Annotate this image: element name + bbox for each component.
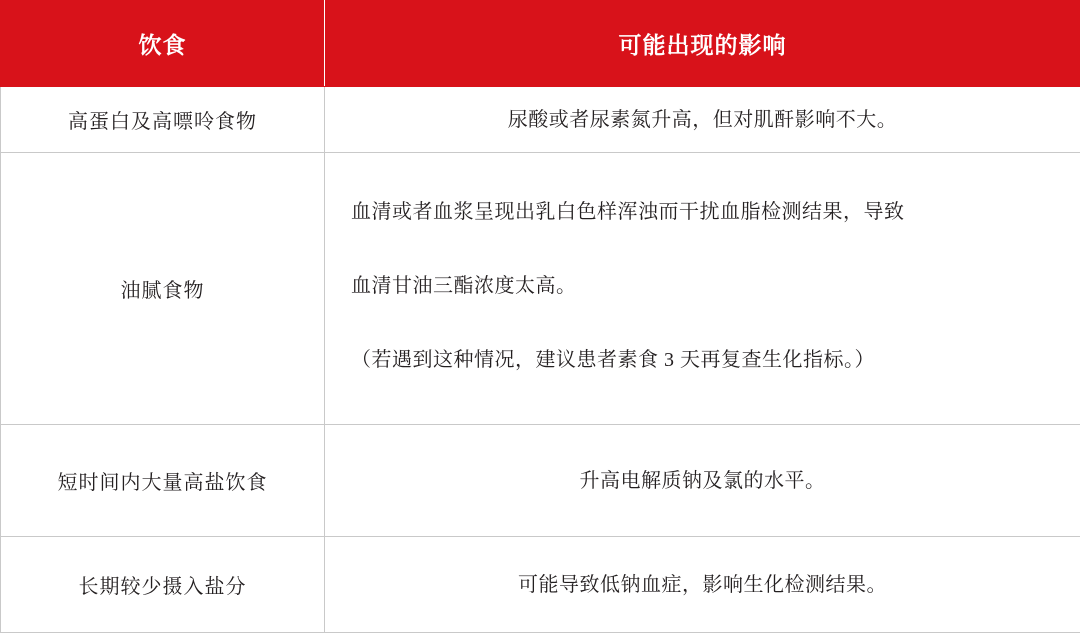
table-row	[1, 153, 1080, 425]
table-header	[1, 1, 1080, 87]
effect-line: 可能导致低钠血症，影响生化检测结果。	[343, 570, 1062, 600]
table-row	[1, 87, 1080, 153]
effect-line: 升高电解质钠及氯的水平。	[343, 466, 1062, 496]
cell-effect	[325, 153, 1080, 425]
column-header-diet: 饮食	[1, 1, 325, 87]
table-row	[1, 425, 1080, 537]
effect-line: 血清甘油三酯浓度太高。	[343, 249, 1062, 323]
table-header-row	[1, 1, 1080, 87]
effect-line: 尿酸或者尿素氮升高，但对肌酐影响不大。	[343, 105, 1062, 135]
effect-line: 血清或者血浆呈现出乳白色样浑浊而干扰血脂检测结果，导致	[343, 175, 1062, 249]
cell-diet: 短时间内大量高盐饮食	[1, 425, 325, 537]
cell-diet: 油腻食物	[1, 153, 325, 425]
column-header-effect: 可能出现的影响	[325, 1, 1080, 87]
effect-line: （若遇到这种情况，建议患者素食 3 天再复查生化指标。）	[343, 323, 1062, 397]
table-row	[1, 537, 1080, 633]
cell-effect	[325, 87, 1080, 153]
cell-effect	[325, 537, 1080, 633]
cell-diet: 高蛋白及高嘌呤食物	[1, 87, 325, 153]
table-body	[1, 87, 1080, 633]
cell-effect	[325, 425, 1080, 537]
cell-diet: 长期较少摄入盐分	[1, 537, 325, 633]
